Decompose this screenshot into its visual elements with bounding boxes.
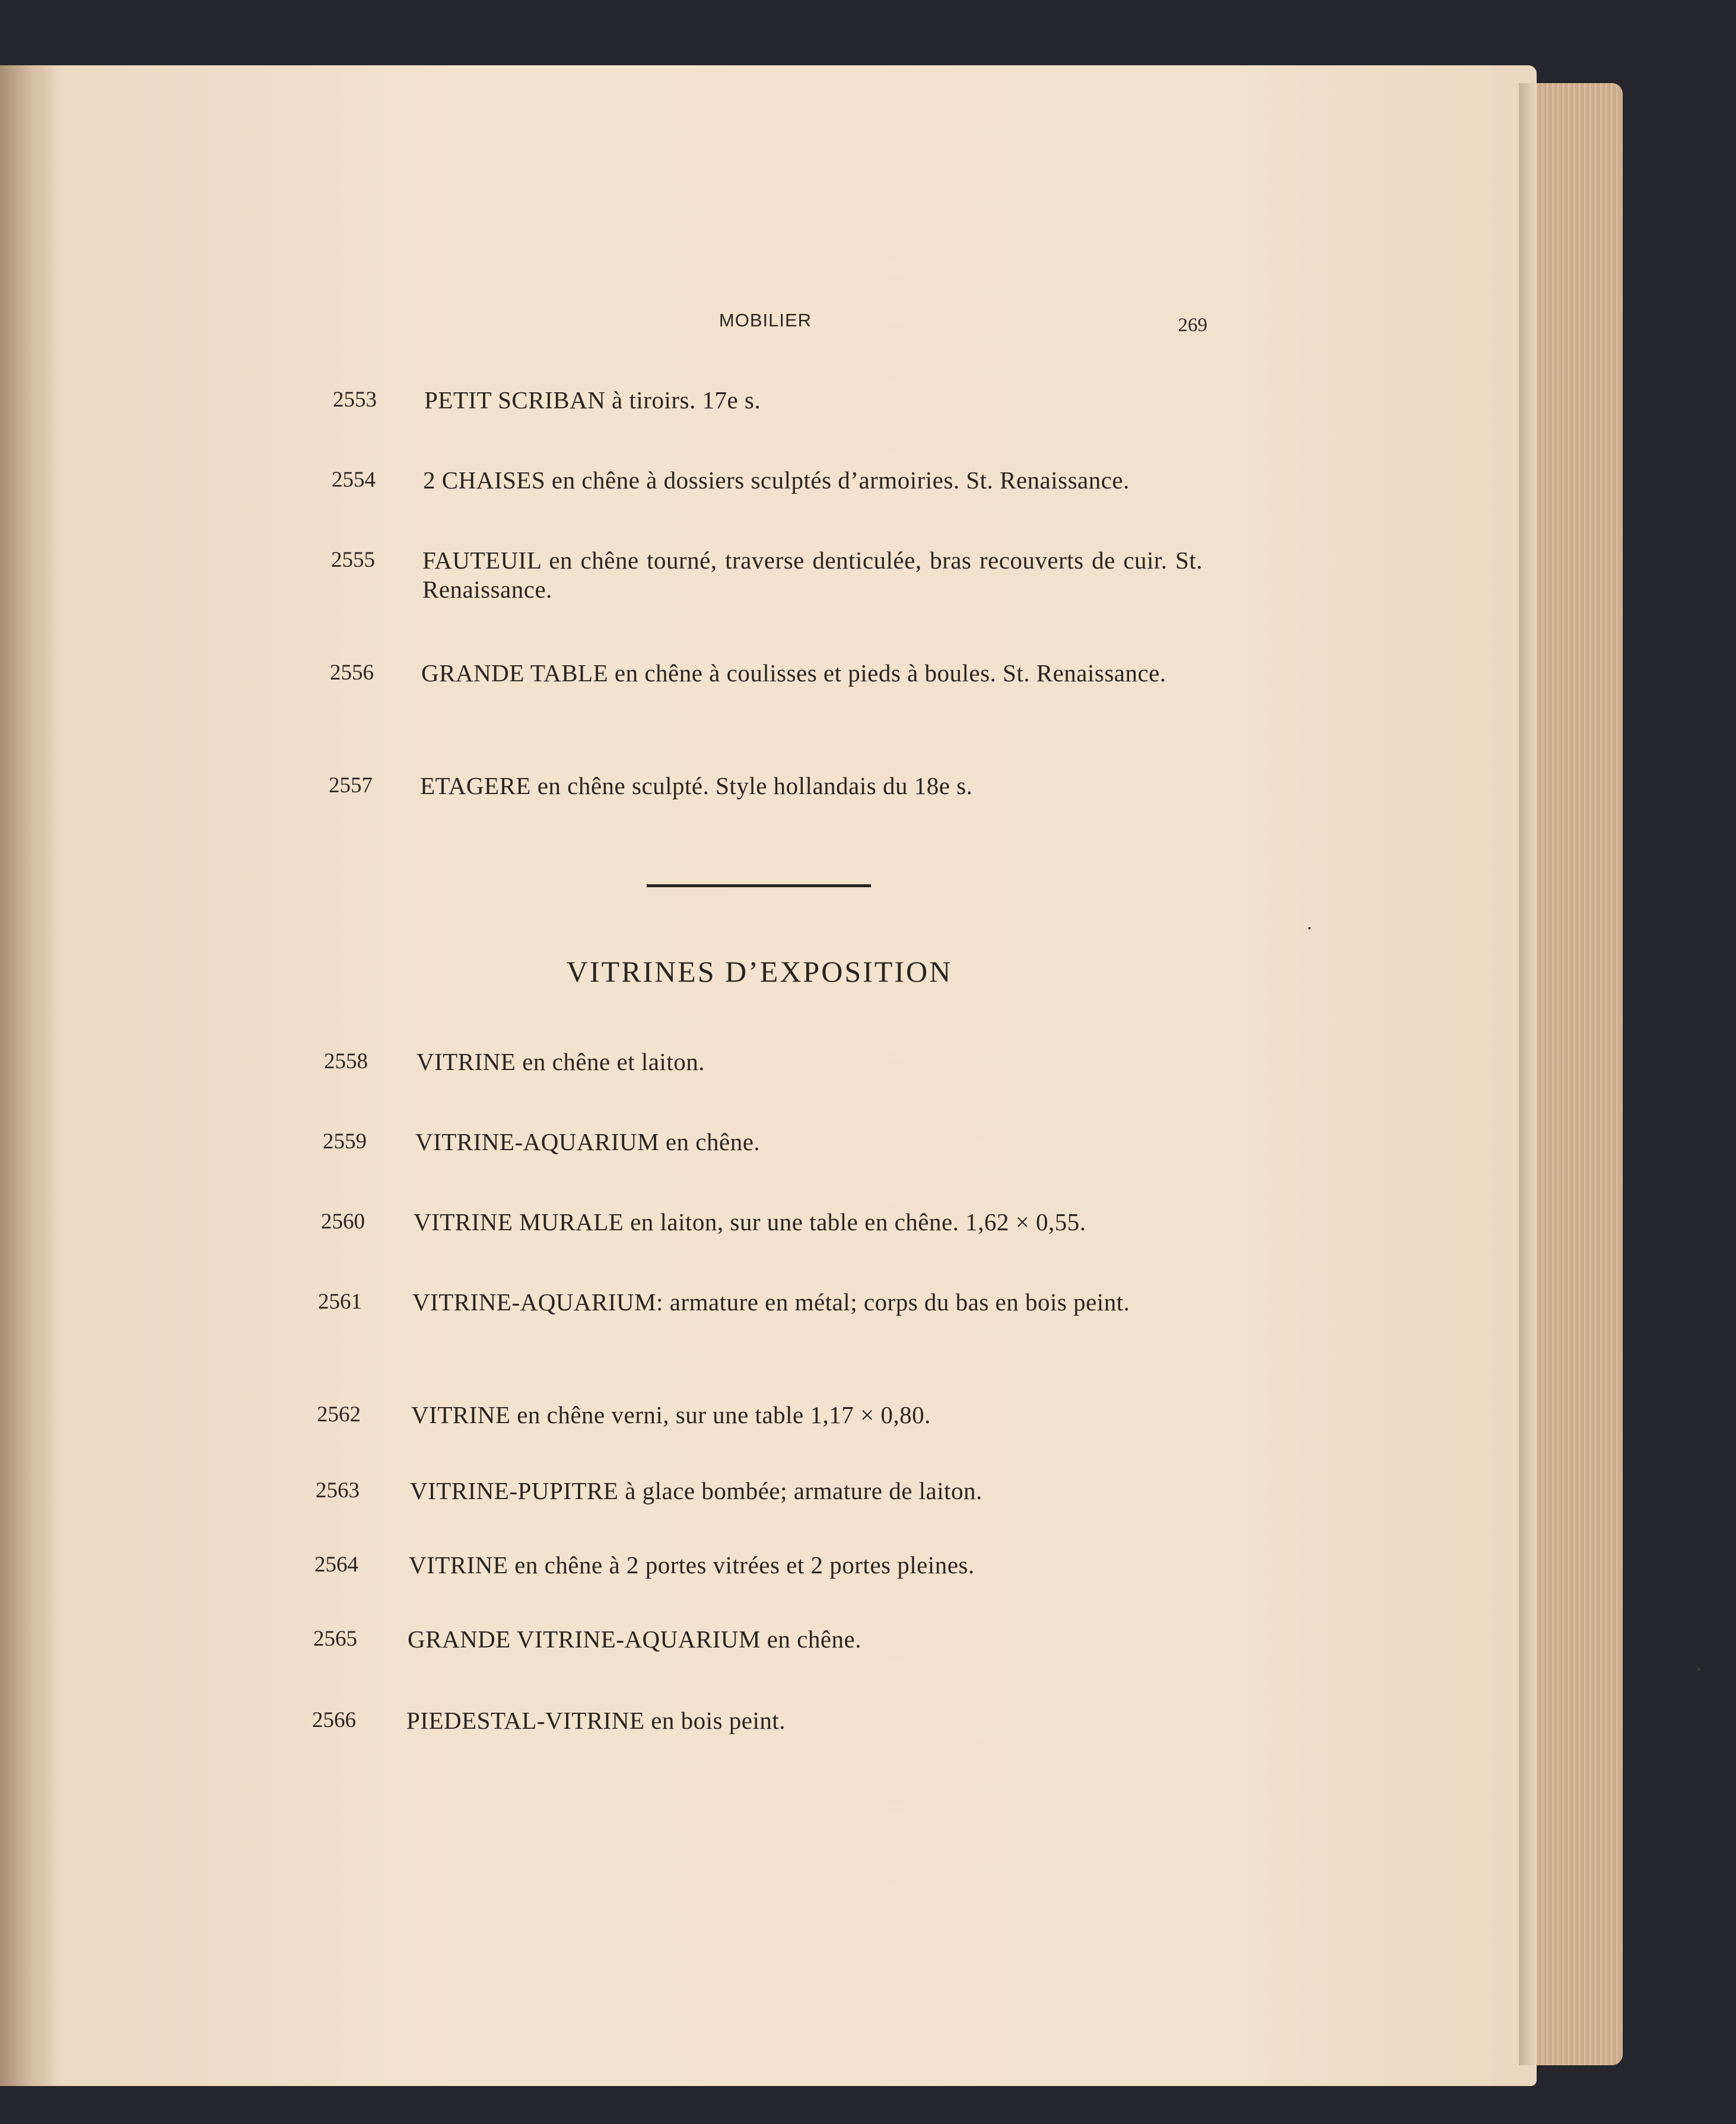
lot-number: 2561 <box>318 1290 362 1314</box>
running-head: MOBILIER <box>718 310 812 331</box>
lot-description: VITRINE-AQUARIUM en chêne. <box>415 1128 761 1155</box>
lot-description: VITRINE en chêne verni, sur une table 1,17 × 0,80. <box>411 1401 931 1428</box>
lot-description: FAUTEUIL en chêne tourné, traverse denticulée, bras recouverts de cuir. St. Renaissance. <box>422 547 1203 603</box>
lot-number: 2557 <box>329 773 373 798</box>
lot-number: 2554 <box>332 468 376 492</box>
lot-description: VITRINE MURALE en laiton, sur une table en chêne. 1,62 × 0,55. <box>414 1208 1086 1236</box>
lot-number: 2560 <box>321 1209 365 1234</box>
lot-number: 2562 <box>317 1402 361 1427</box>
fore-edge <box>1528 83 1623 2065</box>
paper-speck <box>1697 1668 1700 1671</box>
lot-description: ETAGERE en chêne sculpté. Style hollandais du 18e s. <box>420 772 973 799</box>
lot-description: VITRINE en chêne à 2 portes vitrées et 2 portes pleines. <box>409 1551 975 1579</box>
lot-description: PETIT SCRIBAN à tiroirs. 17e s. <box>424 386 761 414</box>
section-heading: VITRINES D’EXPOSITION <box>566 955 953 988</box>
lot-description: GRANDE VITRINE-AQUARIUM en chêne. <box>408 1625 861 1653</box>
fore-edge-shadow <box>1519 83 1537 2065</box>
lot-number: 2559 <box>323 1129 367 1154</box>
lot-number: 2565 <box>313 1627 357 1651</box>
lot-description: GRANDE TABLE en chêne à coulisses et pieds à boules. St. Renaissance. <box>421 659 1166 687</box>
lot-number: 2553 <box>333 388 377 412</box>
lot-description: VITRINE-PUPITRE à glace bombée; armature de laiton. <box>410 1477 983 1504</box>
page-number: 269 <box>1178 315 1207 336</box>
lot-number: 2566 <box>312 1708 356 1732</box>
lot-description: VITRINE-AQUARIUM: armature en métal; corps du bas en bois peint. <box>412 1288 1130 1316</box>
lot-description: PIEDESTAL-VITRINE en bois peint. <box>406 1707 786 1734</box>
lot-number: 2555 <box>331 548 375 572</box>
page-gutter <box>0 65 56 2086</box>
lot-number: 2556 <box>330 661 374 685</box>
paper-speck <box>1308 927 1311 929</box>
lot-number: 2563 <box>316 1478 360 1503</box>
lot-description: 2 CHAISES en chêne à dossiers sculptés d’armoiries. St. Renaissance. <box>423 466 1130 494</box>
section-divider <box>647 884 871 887</box>
lot-number: 2564 <box>314 1552 358 1577</box>
lot-description: VITRINE en chêne et laiton. <box>416 1048 705 1075</box>
lot-number: 2558 <box>324 1049 368 1074</box>
